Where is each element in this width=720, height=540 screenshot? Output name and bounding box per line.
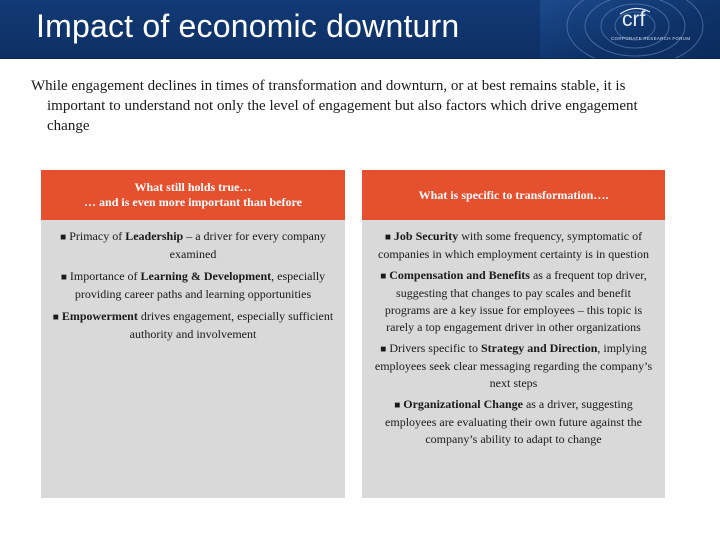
- bullet-icon: ■: [52, 312, 59, 323]
- right-heading: What is specific to transformation….: [418, 187, 609, 202]
- bullet-icon: ■: [384, 232, 391, 243]
- left-heading-line2: … and is even more important than before: [84, 195, 302, 209]
- item-text: Primacy of: [69, 229, 126, 243]
- left-heading-line1: What still holds true…: [134, 180, 252, 194]
- list-item: [372, 340, 655, 392]
- item-text: Drivers specific to: [389, 341, 481, 355]
- bullet-icon: ■: [60, 232, 67, 243]
- item-text: Importance of: [69, 269, 141, 283]
- logo-text: crf: [622, 8, 646, 31]
- item-keyword: Learning & Development: [140, 269, 272, 283]
- item-text: drives engagement, especially sufficient authority and involvement: [129, 309, 334, 341]
- right-column-body: [362, 220, 665, 448]
- bullet-icon: ■: [380, 271, 387, 282]
- item-keyword: Leadership: [125, 229, 184, 243]
- list-item: [372, 228, 655, 263]
- item-keyword: Organizational Change: [403, 397, 523, 411]
- intro-paragraph: While engagement declines in times of transformation and downturn, or at best remains stable, it is important to understand not only the level of engagement but also factors which drive engagement change: [31, 78, 638, 134]
- bullet-icon: ■: [394, 400, 401, 411]
- logo-subtext: CORPORATE RESEARCH FORUM: [611, 36, 691, 41]
- left-column-body: [41, 220, 345, 343]
- item-text: as a frequent top driver, suggesting that changes to pay scales and benefit programs are a key issue for employees – this topic is rarely a top engagement driver in other organizations: [384, 268, 647, 334]
- list-item: [372, 396, 655, 448]
- page-title: Impact of economic downturn: [36, 8, 460, 44]
- item-text: – a driver for every company examined: [169, 229, 326, 261]
- left-column-heading: [41, 170, 345, 220]
- item-text: as a driver, suggesting employees are evaluating their own future against the company’s ability to adapt to change: [385, 397, 642, 446]
- item-text: , implying employees seek clear messaging regarding the company’s next steps: [374, 341, 653, 390]
- item-keyword: Strategy and Direction: [480, 341, 598, 355]
- list-item: [51, 228, 335, 263]
- bullet-icon: ■: [60, 272, 67, 283]
- item-keyword: Job Security: [393, 229, 459, 243]
- list-item: [372, 267, 655, 336]
- right-column-heading: [362, 170, 665, 220]
- item-text: with some frequency, symptomatic of companies in which employment certainty is in question: [378, 229, 649, 261]
- list-item: [51, 308, 335, 343]
- right-column: [362, 170, 665, 498]
- item-keyword: Empowerment: [61, 309, 138, 323]
- bullet-icon: ■: [380, 344, 387, 355]
- item-text: , especially providing career paths and learning opportunities: [74, 269, 326, 301]
- left-column: [41, 170, 345, 498]
- item-keyword: Compensation and Benefits: [389, 268, 530, 282]
- list-item: [51, 268, 335, 303]
